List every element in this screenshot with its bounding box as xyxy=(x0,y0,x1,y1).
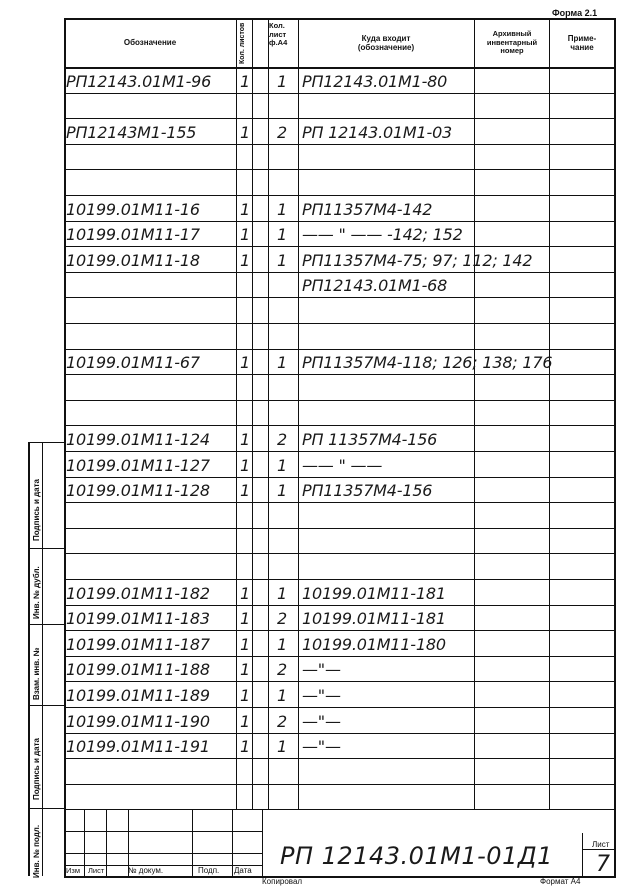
row-designation: 10199.01М11-191 xyxy=(66,737,210,757)
row-sheet-count: 1 xyxy=(240,225,250,245)
row-where-used: РП11357М4-118; 126; 138; 176 xyxy=(302,353,553,373)
margin-strip-rule xyxy=(28,705,64,706)
frame-bottom xyxy=(64,876,616,878)
row-designation: 10199.01М11-187 xyxy=(66,634,210,654)
row-rule xyxy=(64,528,614,529)
row-where-used: —"— xyxy=(302,660,341,680)
col-header-sheet-count: Кол. листов xyxy=(239,22,246,64)
row-sheet-count: 1 xyxy=(240,583,250,603)
row-rule xyxy=(64,144,614,145)
row-rule xyxy=(64,681,614,682)
row-sheet-count: 1 xyxy=(240,122,250,142)
col-header-designation: Обозначение xyxy=(123,38,177,48)
margin-strip-rule xyxy=(28,808,64,809)
row-where-used: РП11357М4-156 xyxy=(302,481,433,501)
row-sheet-count-a4: 1 xyxy=(277,225,287,245)
footer-copied: Копировал xyxy=(262,877,303,886)
margin-strip-right xyxy=(42,442,43,876)
row-sheet-count-a4: 2 xyxy=(277,660,287,680)
sheet-number: 7 xyxy=(596,852,610,877)
row-sheet-count: 1 xyxy=(240,71,250,91)
row-rule xyxy=(64,784,614,785)
column-rule xyxy=(236,18,237,809)
row-where-used: РП12143.01М1-68 xyxy=(302,276,448,296)
tb-podp: Подп. xyxy=(198,866,220,875)
margin-strip-rule xyxy=(28,548,64,549)
row-sheet-count-a4: 1 xyxy=(277,583,287,603)
row-sheet-count-a4: 1 xyxy=(277,71,287,91)
row-sheet-count-a4: 2 xyxy=(277,609,287,629)
row-rule xyxy=(64,297,614,298)
row-sheet-count: 1 xyxy=(240,199,250,219)
row-designation: 10199.01М11-183 xyxy=(66,609,210,629)
row-sheet-count: 1 xyxy=(240,481,250,501)
row-designation: 10199.01М11-188 xyxy=(66,660,210,680)
row-sheet-count: 1 xyxy=(240,250,250,270)
row-designation: 10199.01М11-182 xyxy=(66,583,210,603)
row-where-used: РП11357М4-142 xyxy=(302,199,433,219)
row-where-used: —"— xyxy=(302,711,341,731)
row-rule xyxy=(64,374,614,375)
row-designation: РП12143.01М1-96 xyxy=(66,71,212,91)
row-where-used: 10199.01М11-181 xyxy=(302,583,446,603)
row-designation: 10199.01М11-17 xyxy=(66,225,200,245)
row-designation: 10199.01М11-124 xyxy=(66,430,210,449)
footer-format: Формат А4 xyxy=(540,877,581,886)
row-rule xyxy=(64,451,614,452)
row-sheet-count: 1 xyxy=(240,353,250,373)
row-rule xyxy=(64,579,614,580)
row-rule xyxy=(64,553,614,554)
margin-strip-rule xyxy=(28,624,64,625)
row-rule xyxy=(64,118,614,119)
row-where-used: РП 12143.01М1-03 xyxy=(302,122,453,142)
row-rule xyxy=(64,733,614,734)
row-sheet-count-a4: 2 xyxy=(277,122,287,142)
row-sheet-count: 1 xyxy=(240,711,250,731)
margin-strip-rule xyxy=(28,442,64,443)
row-designation: 10199.01М11-189 xyxy=(66,686,210,705)
margin-strip-left xyxy=(28,442,30,876)
row-sheet-count-a4: 2 xyxy=(277,711,287,731)
row-rule xyxy=(64,758,614,759)
row-rule xyxy=(64,400,614,401)
tb-sheet-label: Лист xyxy=(592,840,610,849)
col-header-archive-number: Архивный инвентарный номер xyxy=(486,29,538,56)
column-rule xyxy=(268,18,269,809)
row-where-used: 10199.01М11-181 xyxy=(302,609,446,629)
tb-rule xyxy=(64,831,262,832)
side-label-podpis-data-bottom: Подпись и дата xyxy=(32,738,41,800)
form-label: Форма 2.1 xyxy=(552,8,598,18)
row-where-used: 10199.01М11-180 xyxy=(302,634,446,654)
tb-izm: Изм xyxy=(66,866,80,875)
row-designation: 10199.01М11-190 xyxy=(66,711,210,731)
row-sheet-count-a4: 1 xyxy=(277,686,287,705)
row-sheet-count-a4: 1 xyxy=(277,634,287,654)
tb-sheet-rule xyxy=(582,833,583,876)
header-bottom xyxy=(64,67,614,69)
tb-doc-no: № докум. xyxy=(128,866,164,875)
row-rule xyxy=(64,246,614,247)
row-rule xyxy=(64,323,614,324)
row-sheet-count: 1 xyxy=(240,737,250,757)
row-where-used: —"— xyxy=(302,737,341,757)
row-designation: 10199.01М11-127 xyxy=(66,455,210,475)
row-rule xyxy=(64,502,614,503)
row-rule xyxy=(64,630,614,631)
column-rule xyxy=(252,18,253,809)
row-sheet-count-a4: 1 xyxy=(277,199,287,219)
row-rule xyxy=(64,707,614,708)
tb-data: Дата xyxy=(234,866,252,875)
col-header-where-used: Куда входит (обозначение) xyxy=(357,33,415,52)
row-where-used: РП12143.01М1-80 xyxy=(302,71,448,91)
side-label-inv-podl: Инв. № подл. xyxy=(32,824,41,878)
side-label-podpis-data-top: Подпись и дата xyxy=(32,479,41,541)
row-rule xyxy=(64,425,614,426)
row-designation: 10199.01М11-16 xyxy=(66,199,200,219)
row-sheet-count-a4: 1 xyxy=(277,737,287,757)
col-header-sheet-count-a4: Кол. лист ф.А4 xyxy=(269,21,288,48)
row-where-used: РП 11357М4-156 xyxy=(302,430,438,449)
row-rule xyxy=(64,195,614,196)
row-rule xyxy=(64,93,614,94)
tb-rule xyxy=(64,853,262,854)
row-rule xyxy=(64,272,614,273)
column-rule xyxy=(298,18,299,809)
row-where-used: —"— xyxy=(302,686,341,705)
row-sheet-count: 1 xyxy=(240,634,250,654)
row-rule xyxy=(64,605,614,606)
column-rule xyxy=(474,18,475,809)
row-rule xyxy=(64,169,614,170)
row-sheet-count: 1 xyxy=(240,430,250,449)
row-sheet-count: 1 xyxy=(240,455,250,475)
row-where-used: —— " —— xyxy=(302,455,383,475)
row-rule xyxy=(64,656,614,657)
row-where-used: РП11357М4-75; 97; 112; 142 xyxy=(302,250,533,270)
tb-list: Лист xyxy=(88,866,105,875)
row-sheet-count: 1 xyxy=(240,609,250,629)
row-designation: 10199.01М11-67 xyxy=(66,353,200,373)
row-designation: 10199.01М11-128 xyxy=(66,481,210,501)
tb-sheet-rule xyxy=(582,849,614,850)
row-designation: РП12143М1-155 xyxy=(66,122,197,142)
row-sheet-count-a4: 1 xyxy=(277,250,287,270)
row-rule xyxy=(64,477,614,478)
row-sheet-count-a4: 1 xyxy=(277,353,287,373)
row-rule xyxy=(64,809,614,810)
col-header-note: Приме- чание xyxy=(567,33,597,52)
row-rule xyxy=(64,221,614,222)
row-sheet-count-a4: 2 xyxy=(277,430,287,449)
tb-rule xyxy=(262,809,263,876)
side-label-vzam-inv: Взам. инв. № xyxy=(32,647,41,700)
row-rule xyxy=(64,349,614,350)
document-code: РП 12143.01М1-01Д1 xyxy=(280,842,553,870)
row-sheet-count: 1 xyxy=(240,686,250,705)
row-designation: 10199.01М11-18 xyxy=(66,250,200,270)
side-label-inv-dubl: Инв. № дубл. xyxy=(32,566,41,619)
column-rule xyxy=(549,18,550,809)
row-sheet-count-a4: 1 xyxy=(277,455,287,475)
row-sheet-count: 1 xyxy=(240,660,250,680)
row-where-used: —— " —— -142; 152 xyxy=(302,225,463,245)
frame-right xyxy=(614,18,616,876)
row-sheet-count-a4: 1 xyxy=(277,481,287,501)
